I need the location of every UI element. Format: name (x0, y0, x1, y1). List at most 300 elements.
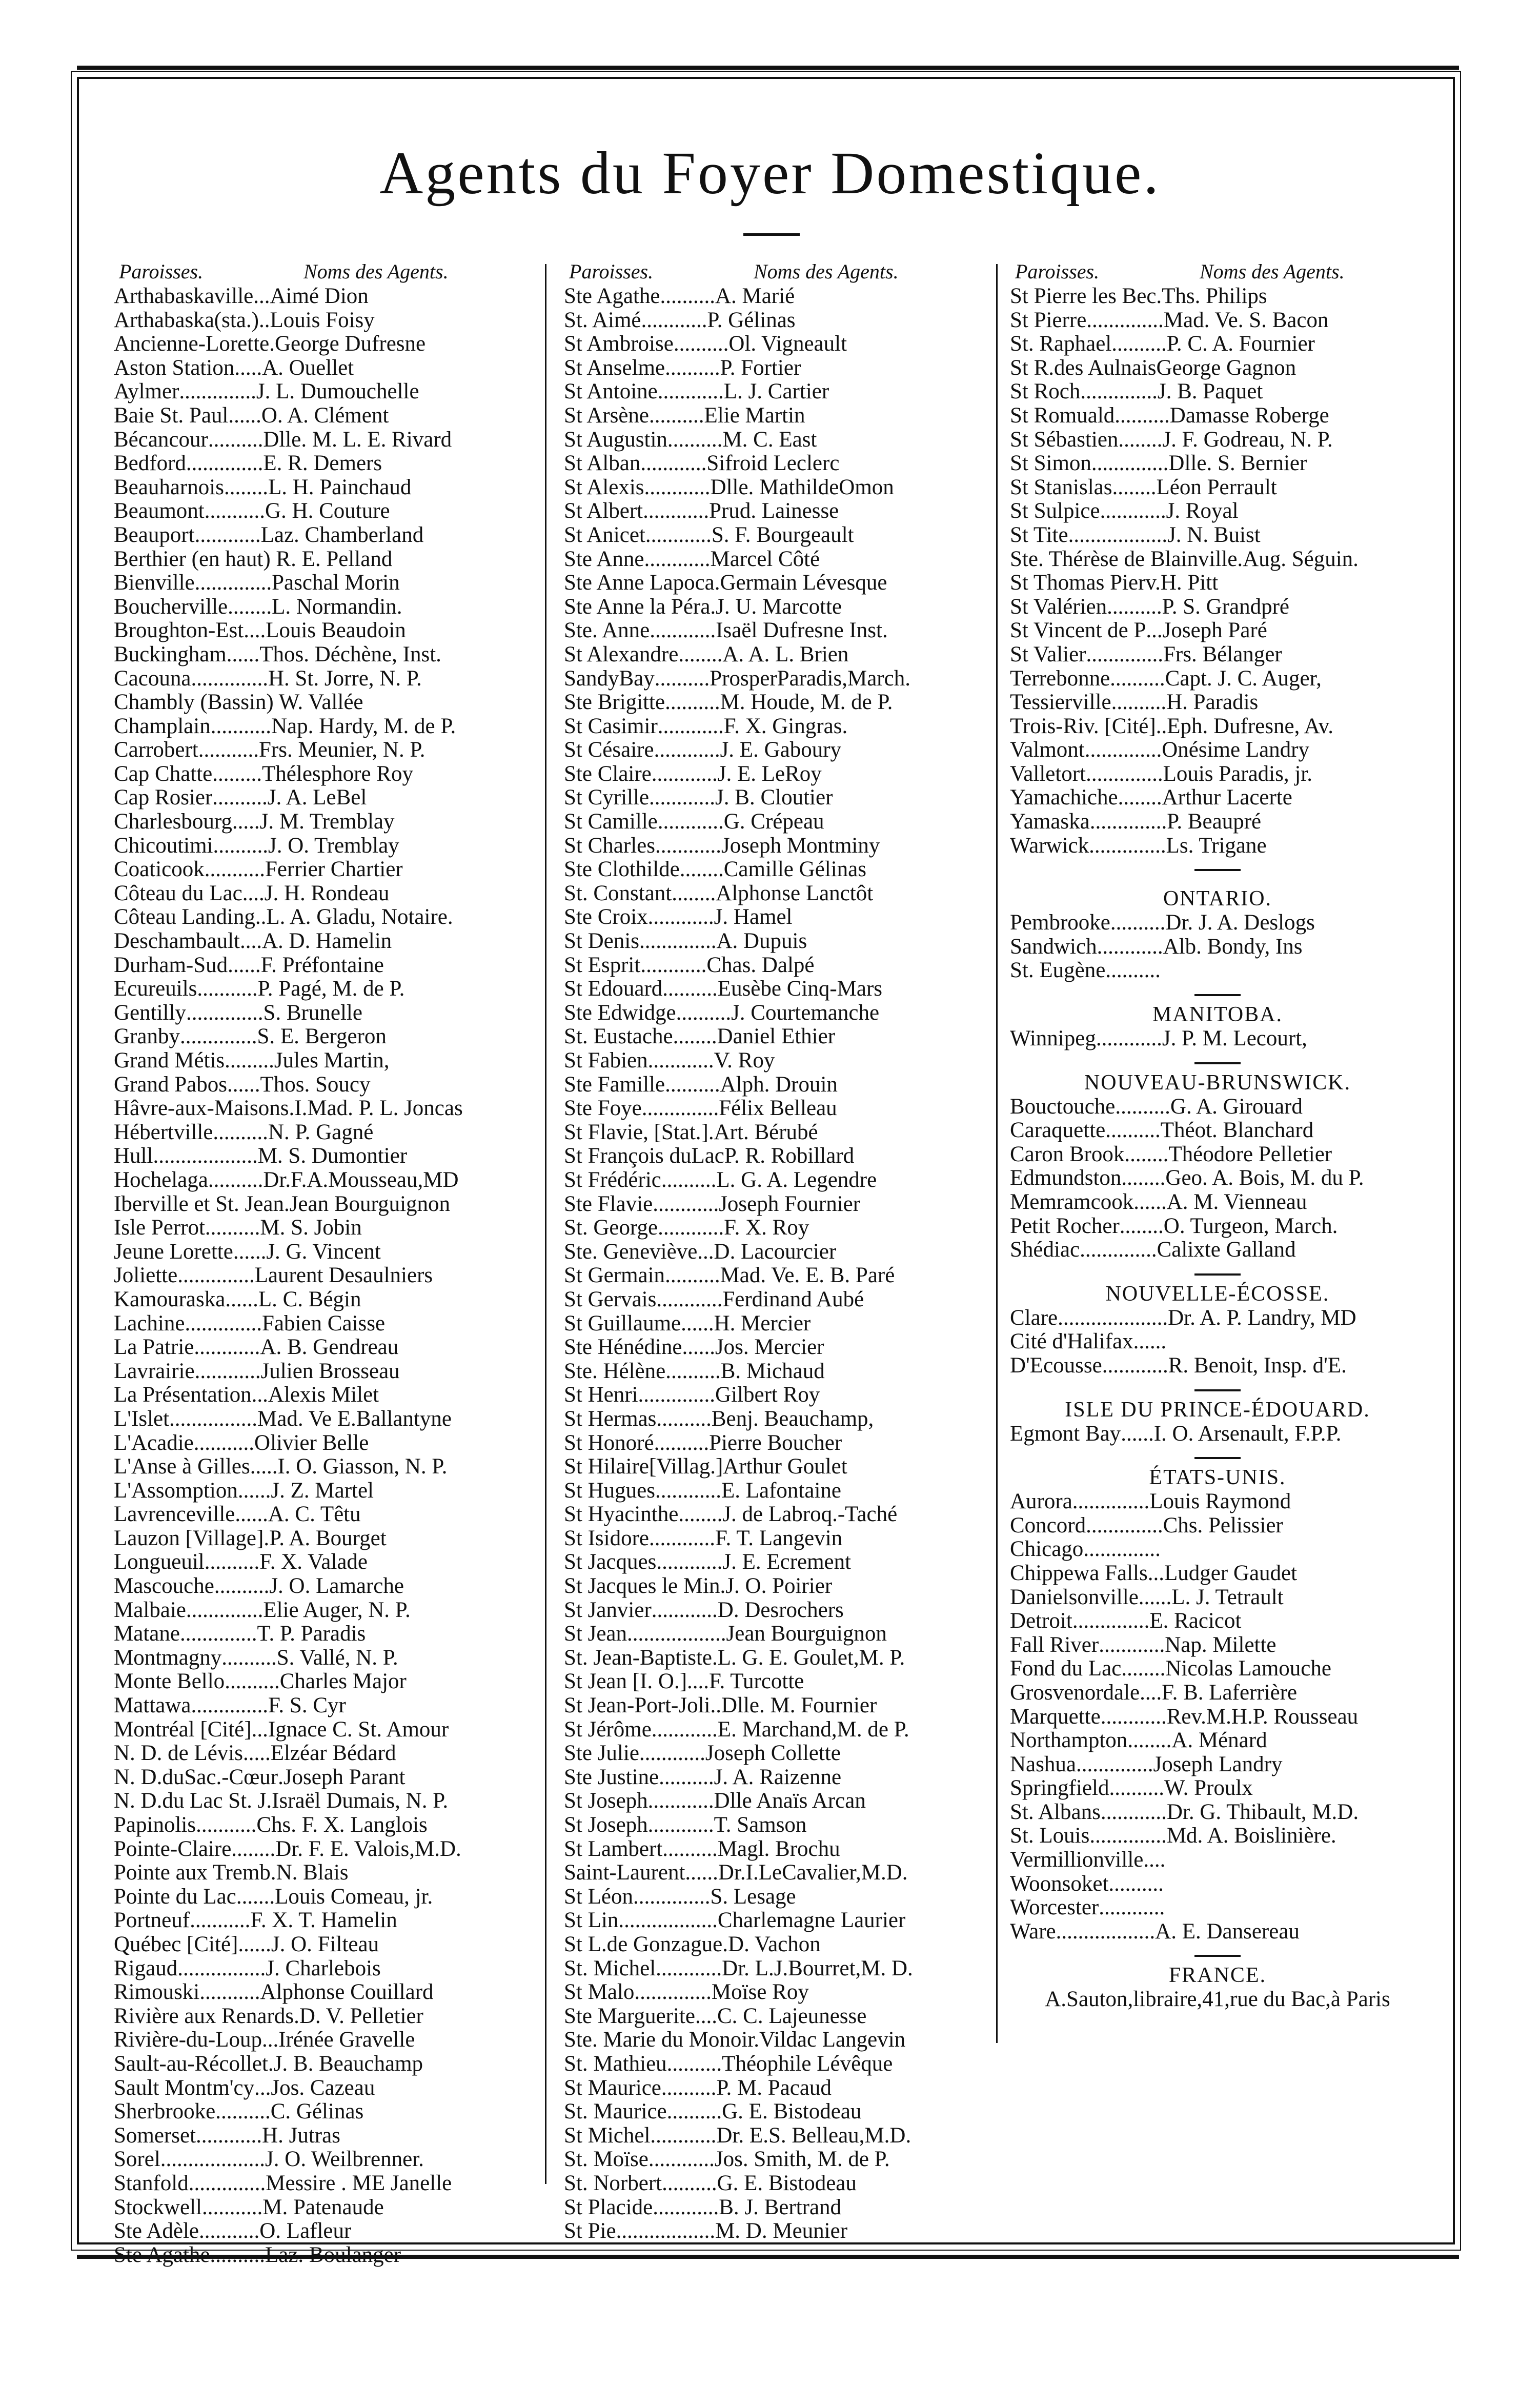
leader-dots: .......... (665, 691, 720, 715)
agent-entry (114, 1288, 539, 1312)
section-heading: MANITOBA. (1152, 1003, 1283, 1027)
agent-entry (564, 309, 989, 333)
agent-entry (564, 1599, 989, 1623)
agent-entry (1010, 1306, 1425, 1330)
agent-name: Chas. Dalpé (706, 953, 815, 977)
agent-name: Elie Martin (704, 403, 805, 428)
agent-entry (114, 595, 539, 619)
agent-name: Laz. Boulanger (265, 2243, 401, 2267)
agent-entry (114, 1574, 539, 1599)
parish-name: La Présentation (114, 1383, 252, 1407)
agent-name: J. O. Weilbrenner. (265, 2148, 424, 2172)
agent-entry (564, 882, 989, 906)
parish-name: St Albert (564, 499, 643, 523)
leader-dots: .... (239, 929, 262, 954)
leader-dots: .............. (179, 380, 256, 404)
section-rule (1194, 869, 1241, 871)
agent-entry (1010, 1166, 1425, 1190)
parish-name: Jeune Lorette (114, 1240, 233, 1264)
leader-dots: .................... (1058, 1306, 1168, 1330)
leader-dots: .............. (1072, 1609, 1150, 1633)
leader-dots: ............ (657, 714, 724, 738)
parish-name: Memramcook (1010, 1190, 1134, 1214)
agent-name: L. C. Bégin (258, 1287, 361, 1311)
parish-name: St Augustin (564, 428, 667, 452)
agent-entry (1010, 1729, 1425, 1753)
parish-name: St. Norbert (564, 2171, 662, 2195)
agent-entry (1010, 1354, 1425, 1378)
leader-dots: ........ (678, 1503, 723, 1527)
parish-name: St François duLac (564, 1144, 724, 1168)
parish-name: Concord (1010, 1513, 1086, 1538)
agent-entry (564, 1718, 989, 1742)
parish-name: Boucherville (114, 595, 228, 619)
leader-dots: ............ (641, 308, 707, 332)
leader-dots: ........ (672, 881, 716, 905)
parishes-header: Paroisses. (1015, 259, 1100, 283)
parish-name: Ste Foye (564, 1097, 642, 1121)
agent-entry (114, 476, 539, 500)
agent-name: Louis Beaudoin (266, 619, 406, 643)
agent-name: Magl. Brochu (717, 1837, 840, 1861)
agent-name: Félix Belleau (719, 1097, 837, 1121)
parish-name: St Vincent de P (1010, 619, 1146, 643)
leader-dots: ..... (250, 1455, 278, 1479)
leader-dots: .............. (179, 1622, 257, 1646)
agent-name: Vildac Langevin (759, 2028, 906, 2052)
agent-entry (564, 595, 989, 619)
agent-entry (114, 1622, 539, 1646)
agent-name: Calixte Galland (1157, 1238, 1296, 1262)
agent-name: N. Blais (276, 1861, 349, 1885)
agent-entry (564, 1025, 989, 1049)
agent-name: Jos. Mercier (715, 1336, 824, 1360)
parish-name: St Anselme (564, 356, 665, 380)
agent-name: Geo. A. Bois, M. du P. (1165, 1166, 1364, 1190)
parish-name: St Camille (564, 810, 658, 834)
agent-entry (114, 1025, 539, 1049)
leader-dots: ........ (1112, 475, 1157, 499)
leader-dots: ...... (228, 403, 261, 428)
leader-dots: ............ (653, 2195, 719, 2219)
agent-entry (1010, 1681, 1425, 1705)
leader-dots: .......... (213, 834, 268, 858)
leader-dots: .............. (179, 1025, 257, 1049)
agent-name: Prud. Lainesse (709, 499, 839, 523)
agent-name: P. S. Grandpré (1162, 595, 1290, 619)
parish-name: Stanfold (114, 2171, 189, 2195)
agent-name: E. R. Demers (263, 452, 382, 476)
parish-name: St Alban (564, 452, 641, 476)
section-heading: ISLE DU PRINCE-ÉDOUARD. (1065, 1398, 1370, 1422)
parish-name: Pointe du Lac (114, 1885, 236, 1909)
leader-dots: ......... (212, 762, 262, 786)
leader-dots: ........... (193, 1431, 255, 1455)
leader-dots: ............ (657, 380, 724, 404)
agent-name: C. C. Lajeunesse (717, 2004, 867, 2028)
agent-name: Ludger Gaudet (1164, 1561, 1298, 1585)
parish-name: Baie St. Paul (114, 403, 229, 428)
parish-name: St. Aimé (564, 308, 641, 332)
leader-dots: .......... (666, 2052, 722, 2076)
agent-name: I. O. Arsenault, F.P.P. (1153, 1422, 1342, 1446)
leader-dots: ............ (656, 1956, 722, 1980)
agent-name: F. Préfontaine (260, 953, 384, 977)
parish-name: Hébertville (114, 1120, 213, 1144)
section-heading: NOUVEAU-BRUNSWICK. (1084, 1070, 1351, 1095)
agent-entry (1010, 1190, 1425, 1215)
parish-name: St Léon (564, 1885, 633, 1909)
section-rule (1194, 1389, 1241, 1391)
column-divider (996, 264, 998, 2043)
leader-dots: .................. (616, 2219, 716, 2243)
agent-name: J. O. Lamarche (269, 1574, 404, 1599)
agent-name: Israël Dumais, N. P. (272, 1789, 449, 1813)
agent-name: E. Lafontaine (721, 1479, 841, 1503)
parish-name: Pembrooke (1010, 911, 1110, 935)
leader-dots: .......... (221, 1646, 277, 1670)
agent-name: Dr. J. A. Deslogs (1165, 911, 1315, 935)
agent-name: .Jean Bourguignon (283, 1192, 451, 1216)
agent-name: G. E. Bistodeau (722, 2100, 862, 2124)
leader-dots: ............ (1099, 1633, 1165, 1657)
parish-name: Grand Pabos (114, 1073, 227, 1097)
leader-dots: .......... (1108, 1872, 1164, 1896)
agent-entry (114, 2028, 539, 2052)
agent-entry (114, 1766, 539, 1790)
agent-name: M. Houde, M. de P. (720, 691, 893, 715)
parishes-header: Paroisses. (119, 259, 204, 283)
agent-name: Ignace C. St. Amour (268, 1717, 449, 1742)
agent-entry (114, 882, 539, 906)
leader-dots: ............ (1097, 935, 1163, 959)
parish-name: D'Ecousse (1010, 1353, 1102, 1378)
agent-name: P. Beaupré (1167, 810, 1262, 834)
agent-entry (1010, 810, 1425, 834)
agent-entry (564, 548, 989, 572)
agent-entry (564, 1813, 989, 1837)
leader-dots: ...... (682, 1336, 715, 1360)
parish-name: Yamaska (1010, 810, 1090, 834)
agent-entry (114, 1885, 539, 1909)
leader-dots: ............ (649, 786, 716, 810)
agent-name: J. N. Buist (1167, 523, 1261, 547)
agent-entry (1010, 476, 1425, 500)
agent-entry (564, 380, 989, 404)
agent-entry (564, 1861, 989, 1885)
agent-entry (114, 1360, 539, 1384)
agent-entry (114, 1001, 539, 1025)
leader-dots: .............. (1083, 1538, 1161, 1562)
parish-name: Coaticook (114, 858, 205, 882)
agent-name: G. A. Girouard (1170, 1095, 1303, 1119)
parish-name: Beaumont (114, 499, 205, 523)
parish-name: Ancienne-Lorette (114, 332, 270, 356)
agent-entry (564, 1121, 989, 1145)
agent-entry (114, 356, 539, 380)
agent-entry (564, 834, 989, 858)
leader-dots: .............. (186, 1598, 264, 1622)
leader-dots: .......... (662, 977, 718, 1001)
leader-dots: .... (695, 2004, 717, 2028)
parish-name: La Patrie (114, 1336, 194, 1360)
parish-name: Papinolis (114, 1813, 196, 1837)
agent-name: Moïse Roy (711, 1980, 809, 2005)
agent-name: L. G. E. Goulet,M. P. (717, 1646, 905, 1670)
agent-name: Arthur Lacerte (1162, 786, 1292, 810)
parish-name: Broughton-Est (114, 619, 244, 643)
leader-dots: .......... (204, 1550, 260, 1574)
parish-name: Winnipeg (1010, 1027, 1096, 1051)
column-header (114, 259, 539, 285)
leader-dots: ..... (232, 810, 260, 834)
agent-entry (114, 1073, 539, 1097)
agent-entry (564, 762, 989, 786)
parish-name: Ste Anne Lapoca. (564, 571, 720, 595)
agent-entry (114, 1550, 539, 1574)
leader-dots: ...... (237, 1479, 271, 1503)
agent-name: Mad. Ve. E. B. Paré (720, 1264, 895, 1288)
agent-name: P. Fortier (720, 356, 801, 380)
agent-entry (114, 2219, 539, 2243)
leader-dots: ............ (655, 1479, 721, 1503)
leader-dots: ...... (227, 1073, 260, 1097)
leader-dots: .......... (662, 1837, 718, 1861)
agent-name: H. Paradis (1166, 691, 1259, 715)
agent-entry (1010, 1095, 1425, 1119)
leader-dots: ............ (647, 1789, 714, 1813)
agent-name: L. J. Cartier (723, 380, 829, 404)
agent-entry (114, 1909, 539, 1933)
parish-name: St Jacques (564, 1550, 657, 1574)
parish-name: St Alexis (564, 475, 644, 499)
parish-name: Springfield (1010, 1776, 1109, 1801)
agent-entry (114, 499, 539, 523)
parish-name: N. D. de Lévis (114, 1742, 243, 1766)
agent-name: J. B. Cloutier (715, 786, 833, 810)
agent-entry (564, 2100, 989, 2124)
agent-name: L. A. Gladu, Notaire. (266, 905, 453, 929)
agent-name: E. Racicot (1149, 1609, 1242, 1633)
leader-dots: .......... (214, 1574, 270, 1599)
parish-name: St L.de Gonzague (564, 1932, 723, 1956)
parish-name: St Anicet (564, 523, 645, 547)
leader-dots: .......... (665, 356, 720, 380)
agent-entry (1010, 571, 1425, 595)
agent-name: Aug. Séguin. (1243, 547, 1359, 571)
agent-entry (564, 571, 989, 595)
leader-dots: .......... (666, 2100, 722, 2124)
agent-name: Art. Bérubé (714, 1120, 818, 1144)
parish-name: Valmont (1010, 738, 1085, 762)
agent-entry (564, 1957, 989, 1981)
agent-name: Capt. J. C. Auger, (1165, 666, 1322, 691)
parish-name: Pointe-Claire (114, 1837, 232, 1861)
parish-name: St Casimir (564, 714, 658, 738)
agent-entry (564, 954, 989, 978)
agent-entry (564, 1073, 989, 1097)
parish-name: Fall River (1010, 1633, 1099, 1657)
agent-entry (114, 2243, 539, 2268)
leader-dots: .......... (208, 1168, 264, 1192)
parish-name: St Placide (564, 2195, 653, 2219)
parish-name: St Charles (564, 834, 655, 858)
leader-dots: .......... (667, 428, 723, 452)
parish-name: St Romuald (1010, 403, 1115, 428)
agent-name: F. X. T. Hamelin (250, 1909, 397, 1933)
agent-name: Irénée Gravelle (278, 2028, 415, 2052)
leader-dots: . (712, 1646, 718, 1670)
parish-name: Rimouski (114, 1980, 200, 2005)
parish-name: N. D.duSac.-Cœur (114, 1765, 278, 1789)
leader-dots: ........ (231, 1837, 276, 1861)
agent-name: Frs. Meunier, N. P. (259, 738, 425, 762)
agent-name: A. Marié (715, 285, 795, 308)
leader-dots: ...... (1138, 1585, 1172, 1609)
leader-dots: .......... (205, 1216, 260, 1240)
parish-name: L'Islet (114, 1407, 170, 1431)
leader-dots: ...... (681, 1311, 714, 1336)
agent-name: Joseph Collette (705, 1742, 841, 1766)
leader-dots: ............ (655, 834, 721, 858)
parish-name: Côteau du Lac (114, 881, 242, 905)
parish-name: St Hermas (564, 1407, 657, 1431)
leader-dots: ........... (190, 1909, 251, 1933)
leader-dots: ...... (233, 1240, 267, 1264)
agent-entry (564, 929, 989, 954)
leader-dots: ................... (153, 1144, 258, 1168)
parish-name: Bécancour (114, 428, 208, 452)
agent-entry (564, 858, 989, 882)
parish-name: Durham-Sud (114, 953, 228, 977)
agent-name: Messire . ME Janelle (266, 2171, 452, 2195)
leader-dots: ............ (644, 547, 711, 571)
agent-entry (114, 1646, 539, 1670)
agent-name: Nap. Hardy, M. de P. (271, 714, 456, 738)
parish-name: Hochelaga (114, 1168, 208, 1192)
agent-entry (114, 1240, 539, 1264)
agent-name: Alb. Bondy, Ins (1163, 935, 1303, 959)
parish-name: Gentilly (114, 1001, 186, 1025)
parish-name: St Fabien (564, 1049, 648, 1073)
agent-name: Marcel Côté (710, 547, 820, 571)
parish-name: St Lambert (564, 1837, 663, 1861)
leader-dots: ............ (647, 905, 714, 929)
agent-entry (564, 619, 989, 643)
parish-name: Montmagny (114, 1646, 222, 1670)
agent-name: Eph. Dufresne, Av. (1167, 714, 1334, 738)
leader-dots: .............. (191, 666, 268, 691)
parish-name: St Denis (564, 929, 639, 954)
section-heading: NOUVELLE-ÉCOSSE. (1105, 1282, 1330, 1306)
parish-name: Charlesbourg (114, 810, 232, 834)
column-1 (114, 259, 539, 2267)
parish-name: St. George (564, 1216, 658, 1240)
leader-dots: ... (253, 285, 270, 308)
parish-name: St Germain (564, 1264, 665, 1288)
agent-name: S. Vallé, N. P. (276, 1646, 398, 1670)
leader-dots: ............ (644, 475, 711, 499)
leader-dots: ........ (1118, 428, 1163, 452)
leader-dots: .......... (225, 1670, 280, 1694)
agent-entry (564, 2028, 989, 2052)
parish-name: St Hyacinthe (564, 1503, 679, 1527)
leader-dots: ........ (1127, 1729, 1172, 1753)
parish-name: Sandwich (1010, 935, 1097, 959)
parish-name: St Ambroise (564, 332, 674, 356)
agent-name: Jos. Smith, M. de P. (714, 2148, 890, 2172)
agent-name: Louis Raymond (1149, 1490, 1291, 1514)
agent-entry (1010, 911, 1425, 935)
agent-name: J. B. Paquet (1157, 380, 1263, 404)
agent-name: S. Lesage (710, 1885, 796, 1909)
agent-entry (114, 1192, 539, 1217)
agent-entry (114, 1933, 539, 1957)
parish-name: St Tite (1010, 523, 1068, 547)
agent-entry (1010, 738, 1425, 762)
parish-name: Ste. Marie du Monoir. (564, 2028, 759, 2052)
parish-name: St Joseph (564, 1813, 648, 1837)
agent-entry (114, 2076, 539, 2100)
agent-entry (1010, 309, 1425, 333)
agent-name: Elzéar Bédard (270, 1742, 396, 1766)
parish-name: Ste. Geneviève (564, 1240, 698, 1264)
section-heading: ONTARIO. (1163, 887, 1272, 911)
column-header (564, 259, 989, 285)
leader-dots: .............. (638, 1383, 716, 1407)
agent-entry (114, 1312, 539, 1336)
agent-name: Dlle. M. Fournier (721, 1694, 877, 1718)
leader-dots: .............. (1086, 308, 1164, 332)
agent-entry (564, 523, 989, 548)
parish-name: Edmundston (1010, 1166, 1122, 1190)
parish-name: Ste Claire (564, 762, 652, 786)
parish-name: Hâvre-aux-Maisons (114, 1097, 289, 1121)
leader-dots: ........ (679, 858, 724, 882)
parish-name: St Césaire (564, 738, 654, 762)
parish-name: St Valier (1010, 642, 1086, 666)
parish-name: St Sébastien (1010, 428, 1119, 452)
column-2 (564, 259, 989, 2243)
agent-entry (114, 858, 539, 882)
leader-dots: .......... (656, 1407, 712, 1431)
agent-entry (1010, 1657, 1425, 1681)
leader-dots: .............. (1086, 762, 1163, 786)
leader-dots: .............. (641, 1097, 719, 1121)
parish-name: St Isidore (564, 1526, 650, 1550)
agent-name: Frs. Bélanger (1163, 642, 1282, 666)
agent-entry (564, 691, 989, 715)
leader-dots: ........ (673, 1025, 717, 1049)
leader-dots: ........... (210, 714, 271, 738)
parish-name: Cité d'Halifax (1010, 1330, 1133, 1354)
leader-dots: .................. (627, 1622, 726, 1646)
agent-entry (114, 1789, 539, 1813)
leader-dots: ........... (197, 977, 258, 1001)
parish-name: Portneuf (114, 1909, 190, 1933)
leader-dots: ............ (651, 762, 718, 786)
agent-name: Md. A. Boislinière. (1166, 1824, 1336, 1848)
leader-dots: ............ (656, 1550, 723, 1574)
leader-dots: .......... (654, 1431, 710, 1455)
section-heading: FRANCE. (1168, 1964, 1267, 1988)
agent-entry (564, 738, 989, 762)
agent-entry (114, 2148, 539, 2172)
agent-name: F. X. Roy (724, 1216, 809, 1240)
agent-entry (1010, 1538, 1425, 1562)
leader-dots: .............. (634, 1980, 712, 2005)
agent-entry (564, 1527, 989, 1551)
